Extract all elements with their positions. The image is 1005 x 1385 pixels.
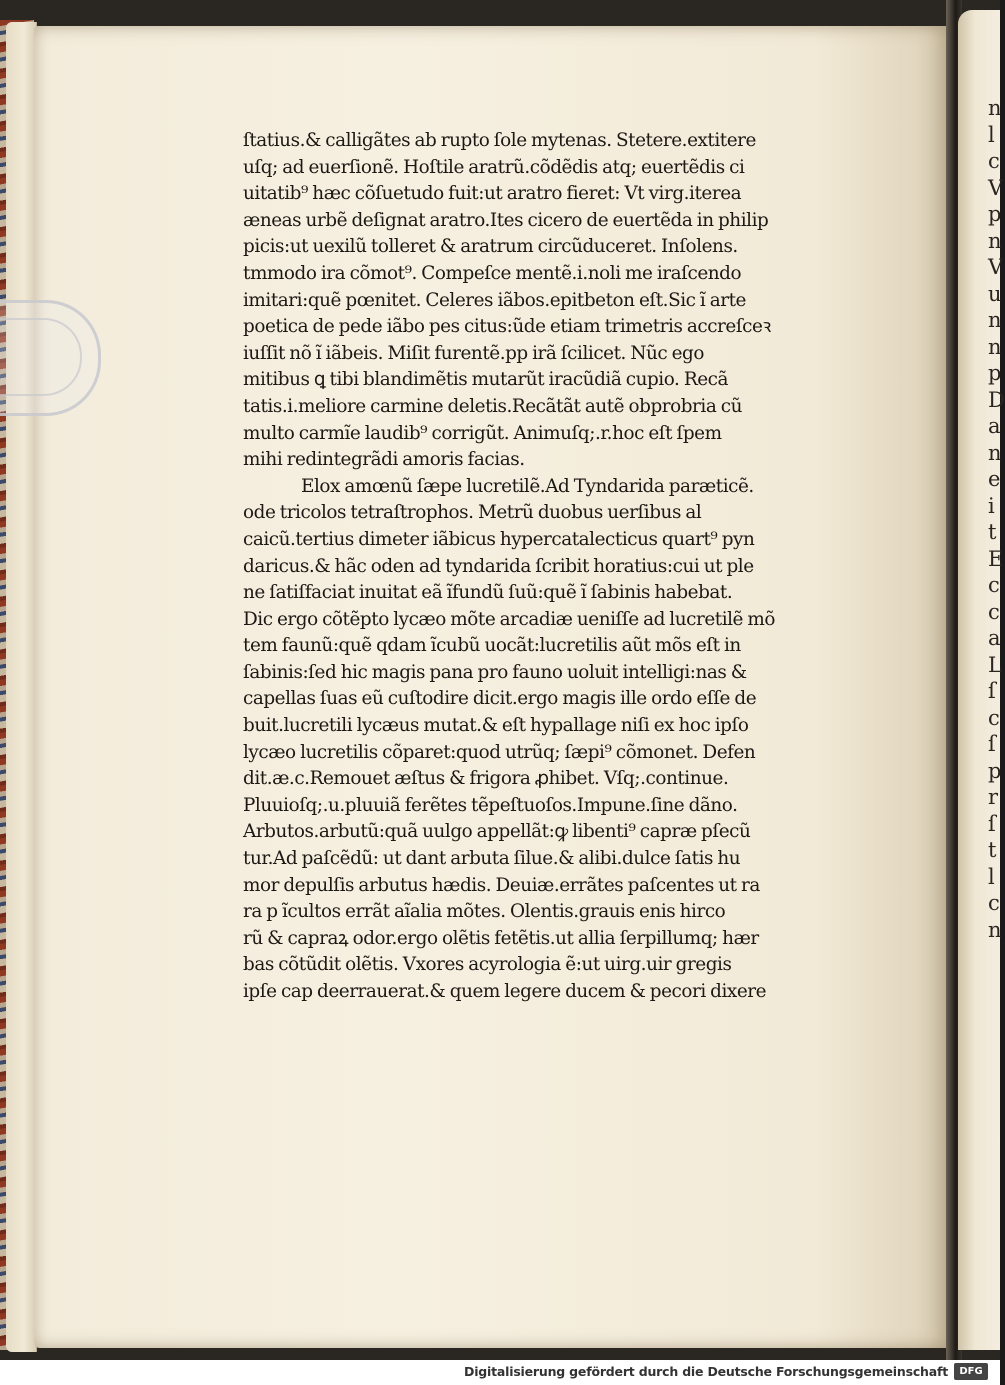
next-page-letter: c xyxy=(988,705,1000,730)
text-line: ra p ĩcultos errãt aĩalia mõtes. Olentis.grauis enis hirco xyxy=(243,901,726,923)
next-page-letter: l xyxy=(988,122,995,147)
funding-credit: Digitalisierung gefördert durch die Deutsche Forschungsgemeinschaft xyxy=(464,1364,948,1379)
text-line: ſtatius.& calligãtes ab rupto ſole mytenas. Stetere.extitere xyxy=(243,130,756,151)
next-page-letter: c xyxy=(988,599,1000,624)
next-page-letter: r xyxy=(988,785,999,809)
next-page-edge xyxy=(958,10,1005,1350)
dfg-logo: DFG xyxy=(954,1363,988,1380)
footer-bar xyxy=(0,1360,1000,1385)
text-line: ne ſatiſfaciat inuitat eã ĩfundũ ſuũ:quẽ ĩ ſabinis habebat. xyxy=(243,582,733,604)
next-page-letter: t xyxy=(988,520,997,544)
next-page-letter: n xyxy=(988,440,1002,465)
text-line: mihi redintegrãdi amoris facias. xyxy=(243,449,525,471)
next-page-letter: ſ xyxy=(988,732,996,756)
next-page-letter: a xyxy=(988,414,1001,438)
next-page-letter: u xyxy=(988,281,1002,306)
next-page-letter: p xyxy=(988,758,1002,783)
next-page-letter: i xyxy=(988,493,995,518)
text-line: æneas urbẽ deſignat aratro.Ites cicero de euertẽda in philip xyxy=(243,209,769,231)
next-page-letter: e xyxy=(988,467,1001,491)
text-line: tem faunũ:quẽ qdam ĩcubũ uocãt:lucretilis aũt mõs eſt in xyxy=(243,635,741,657)
text-line: Dic ergo cõtẽpto lycæo mõte arcadiæ ueniſſe ad lucretilẽ mõ xyxy=(243,608,776,630)
text-line: Elox amœnũ ſæpe lucretilẽ.Ad Tyndarida paræticẽ. xyxy=(301,475,754,497)
text-line: imitari:quẽ pœnitet. Celeres iãbos.epitbeton eſt.Sic ĩ arte xyxy=(243,289,746,311)
text-line: mitibus ꝗ tibi blandimẽtis mutarũt iracũdiã cupio. Recã xyxy=(243,369,729,391)
next-page-letter: E xyxy=(988,546,1004,571)
text-line: bas cõtũdit olẽtis. Vxores acyrologia ẽ:ut uirg.uir gregis xyxy=(243,954,732,976)
text-line: multo carmĩe laudib⁹ corrigũt. Animuſq;.r.hoc eſt ſpem xyxy=(243,422,722,444)
next-page-letter: n xyxy=(988,334,1002,359)
text-line: Pluuioſq;.u.pluuiã ferẽtes tẽpeſtuoſos.Impune.ſine dãno. xyxy=(243,794,738,816)
text-line: caicũ.tertius dimeter iãbicus hypercatalecticus quart⁹ pyn xyxy=(243,528,755,550)
next-page-letter: n xyxy=(988,228,1002,253)
paper-clip-inner xyxy=(0,318,82,396)
next-page-letter: p xyxy=(988,361,1002,385)
commentary-text xyxy=(243,128,828,1006)
text-line: daricus.& hãc oden ad tyndarida ſcribit horatius:cui ut ple xyxy=(243,555,754,577)
next-page-letter: ſ xyxy=(988,679,996,703)
text-line: mor depulſis arbutus hædis. Deuiæ.errãtes paſcentes ut ra xyxy=(243,874,760,896)
text-line: ſabinis:ſed hic magis pana pro fauno uoluit intelligi:nas & xyxy=(243,661,747,683)
next-page-letter: a xyxy=(988,626,1001,650)
text-line: uſq; ad euerſionẽ. Hoſtile aratrũ.cõdẽdis atq; euertẽdis ci xyxy=(243,156,745,178)
text-line: iuſſit nõ ĩ iãbeis. Miſit furentẽ.pp irã ſcilicet. Nũc ego xyxy=(243,342,704,364)
text-line: picis:ut uexilũ tolleret & aratrum circũduceret. Inſolens. xyxy=(243,236,738,258)
next-page-letter: ſ xyxy=(988,811,996,836)
next-page-letter: p xyxy=(988,202,1002,226)
next-page-letter: n xyxy=(988,917,1002,942)
text-line: buit.lucretili lycæus mutat.& eſt hypallage niſi ex hoc ipſo xyxy=(243,715,749,737)
next-page-letter: V xyxy=(988,175,1004,200)
next-page-letter: L xyxy=(988,652,1002,677)
text-line: dit.æ.c.Remouet æſtus & frigora ꝓhibet. Vſq;.continue. xyxy=(243,768,729,790)
text-line: ipſe cap deerrauerat.& quem legere ducem & pecori dixere xyxy=(243,981,767,1002)
next-page-letter: c xyxy=(988,891,1000,915)
next-page-letter: c xyxy=(988,149,1000,173)
next-page-letter: l xyxy=(988,864,995,889)
text-line: tatis.i.meliore carmine deletis.Recãtãt autẽ obprobria cũ xyxy=(243,395,742,417)
text-line: uitatib⁹ hæc cõſuetudo fuit:ut aratro fieret: Vt virg.iterea xyxy=(243,183,742,205)
page-stack-edge xyxy=(6,22,37,1352)
next-page-letter: n xyxy=(988,308,1002,332)
text-line: ode tricolos tetraſtrophos. Metrũ duobus uerſibus al xyxy=(243,502,702,524)
text-line: tur.Ad paſcẽdũ: ut dant arbuta ſilue.& alibi.dulce ſatis hu xyxy=(243,848,741,870)
next-page-letter: V xyxy=(988,255,1004,279)
text-line: rũ & capraꝝ odor.ergo olẽtis fetẽtis.ut allia ſerpillumq; hær xyxy=(243,927,759,949)
next-page-letter: t xyxy=(988,838,997,862)
text-line: lycæo lucretilis cõparet:quod utrũq; ſæpi⁹ cõmonet. Defen xyxy=(243,741,756,763)
text-line: tmmodo ira cõmot⁹. Compeſce mentẽ.i.noli me iraſcendo xyxy=(243,262,742,284)
text-line: Arbutos.arbutũ:quã uulgo appellãt:ꝙ libenti⁹ capræ pſecũ xyxy=(243,821,751,843)
next-page-letter: n xyxy=(988,96,1002,120)
next-page-letter: c xyxy=(988,573,1000,597)
text-line: poetica de pede iãbo pes citus:ũde etiam trimetris accreſceꝛ xyxy=(243,316,771,338)
next-page-letter: D xyxy=(988,387,1005,412)
text-line: capellas ſuas eũ cuſtodire dicit.ergo magis ille ordo eſſe de xyxy=(243,688,757,710)
